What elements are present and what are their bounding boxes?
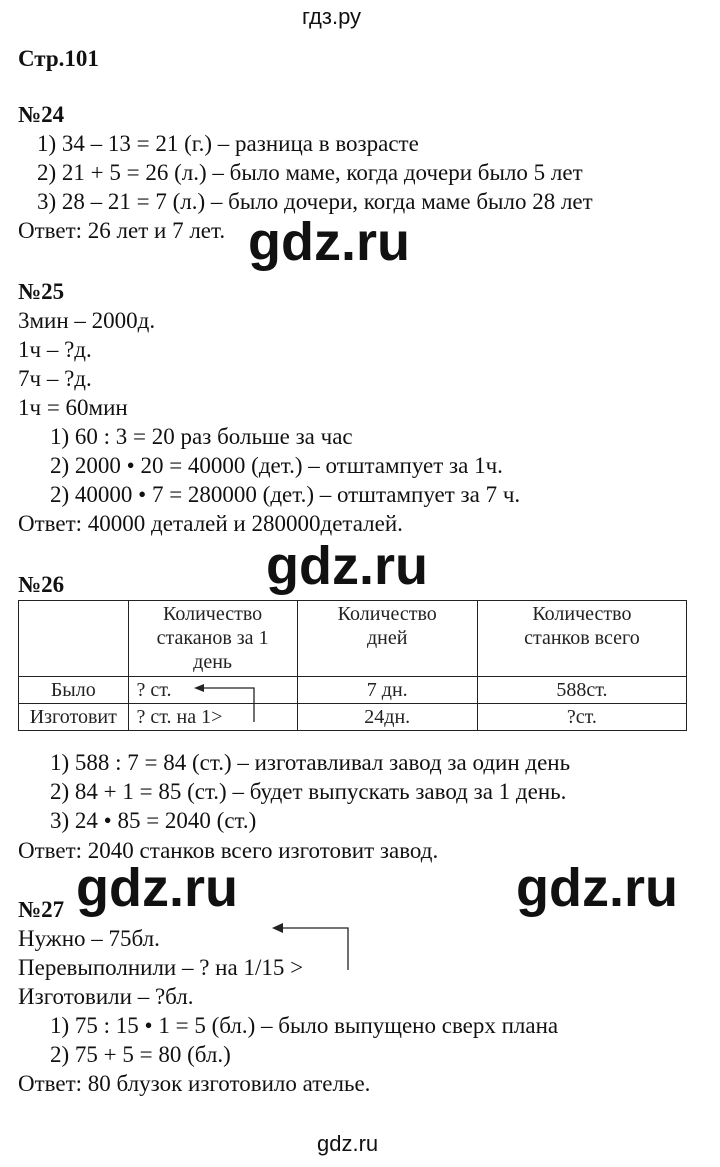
task-25-step-3: 2) 40000 • 7 = 280000 (дет.) – отштампует за 7 ч.: [50, 482, 521, 507]
task-27-answer: Ответ: 80 блузок изготовило ателье.: [18, 1071, 371, 1096]
watermark-2: gdz.ru: [266, 536, 428, 596]
task-26-title: №26: [18, 572, 65, 597]
task-27-step-2: 2) 75 + 5 = 80 (бл.): [50, 1042, 231, 1067]
task-26-step-3: 3) 24 • 85 = 2040 (ст.): [50, 808, 257, 833]
task-25-step-1: 1) 60 : 3 = 20 раз больше за час: [50, 424, 353, 449]
task-26-step-2: 2) 84 + 1 = 85 (ст.) – будет выпускать завод за 1 день.: [50, 779, 567, 804]
table-row-2-days: 24дн.: [297, 704, 477, 731]
task-24-step-1: 1) 34 – 13 = 21 (г.) – разница в возрасте: [37, 131, 419, 156]
page-reference: Стр.101: [18, 46, 99, 71]
watermark-3: gdz.ru: [76, 858, 238, 918]
watermark-1: gdz.ru: [248, 212, 410, 272]
table-row-2-label: Изготовит: [19, 704, 129, 731]
table-header-total: Количество станков всего: [477, 601, 686, 677]
table-bracket-arrow-icon: [190, 680, 270, 730]
task-24-step-3: 3) 28 – 21 = 7 (л.) – было дочери, когда маме было 28 лет: [37, 189, 593, 214]
task-27-given-2: Перевыполнили – ? на 1/15 >: [18, 955, 304, 980]
task-25-given-2: 1ч – ?д.: [18, 337, 92, 362]
task-24-step-2: 2) 21 + 5 = 26 (л.) – было маме, когда дочери было 5 лет: [37, 160, 583, 185]
task-27-bracket-arrow-icon: [268, 918, 358, 978]
table-row-2-per-day: ? ст. на 1>: [128, 704, 297, 731]
table-row-1-label: Было: [19, 677, 129, 704]
table-header-per-day: Количество стаканов за 1 день: [128, 601, 297, 677]
table-row-1-total: 588ст.: [477, 677, 686, 704]
task-25-answer: Ответ: 40000 деталей и 280000деталей.: [18, 511, 403, 536]
task-26-answer: Ответ: 2040 станков всего изготовит завод.: [18, 838, 439, 863]
task-24-answer: Ответ: 26 лет и 7 лет.: [18, 218, 226, 243]
task-27-given-3: Изготовили – ?бл.: [18, 984, 194, 1009]
task-25-given-3: 7ч – ?д.: [18, 366, 92, 391]
task-25-title: №25: [18, 279, 65, 304]
table-row-2-total: ?ст.: [477, 704, 686, 731]
table-row-1-days: 7 дн.: [297, 677, 477, 704]
table-header-empty: [19, 601, 129, 677]
task-25-step-2: 2) 2000 • 20 = 40000 (дет.) – отштампует за 1ч.: [50, 453, 503, 478]
task-27-step-1: 1) 75 : 15 • 1 = 5 (бл.) – было выпущено сверх плана: [50, 1013, 559, 1038]
task-25-given-4: 1ч = 60мин: [18, 395, 128, 420]
footer-watermark: gdz.ru: [317, 1131, 379, 1156]
task-24-title: №24: [18, 102, 65, 127]
task-26-table: [18, 600, 687, 731]
task-26-step-1: 1) 588 : 7 = 84 (ст.) – изготавливал завод за один день: [50, 750, 571, 775]
site-header-watermark: гдз.ру: [302, 4, 362, 29]
watermark-4: gdz.ru: [516, 858, 678, 918]
task-27-title: №27: [18, 897, 65, 922]
table-row-1-per-day: ? ст.: [128, 677, 297, 704]
task-27-given-1: Нужно – 75бл.: [18, 926, 160, 951]
task-25-given-1: 3мин – 2000д.: [18, 308, 156, 333]
table-header-days: Количество дней: [297, 601, 477, 677]
